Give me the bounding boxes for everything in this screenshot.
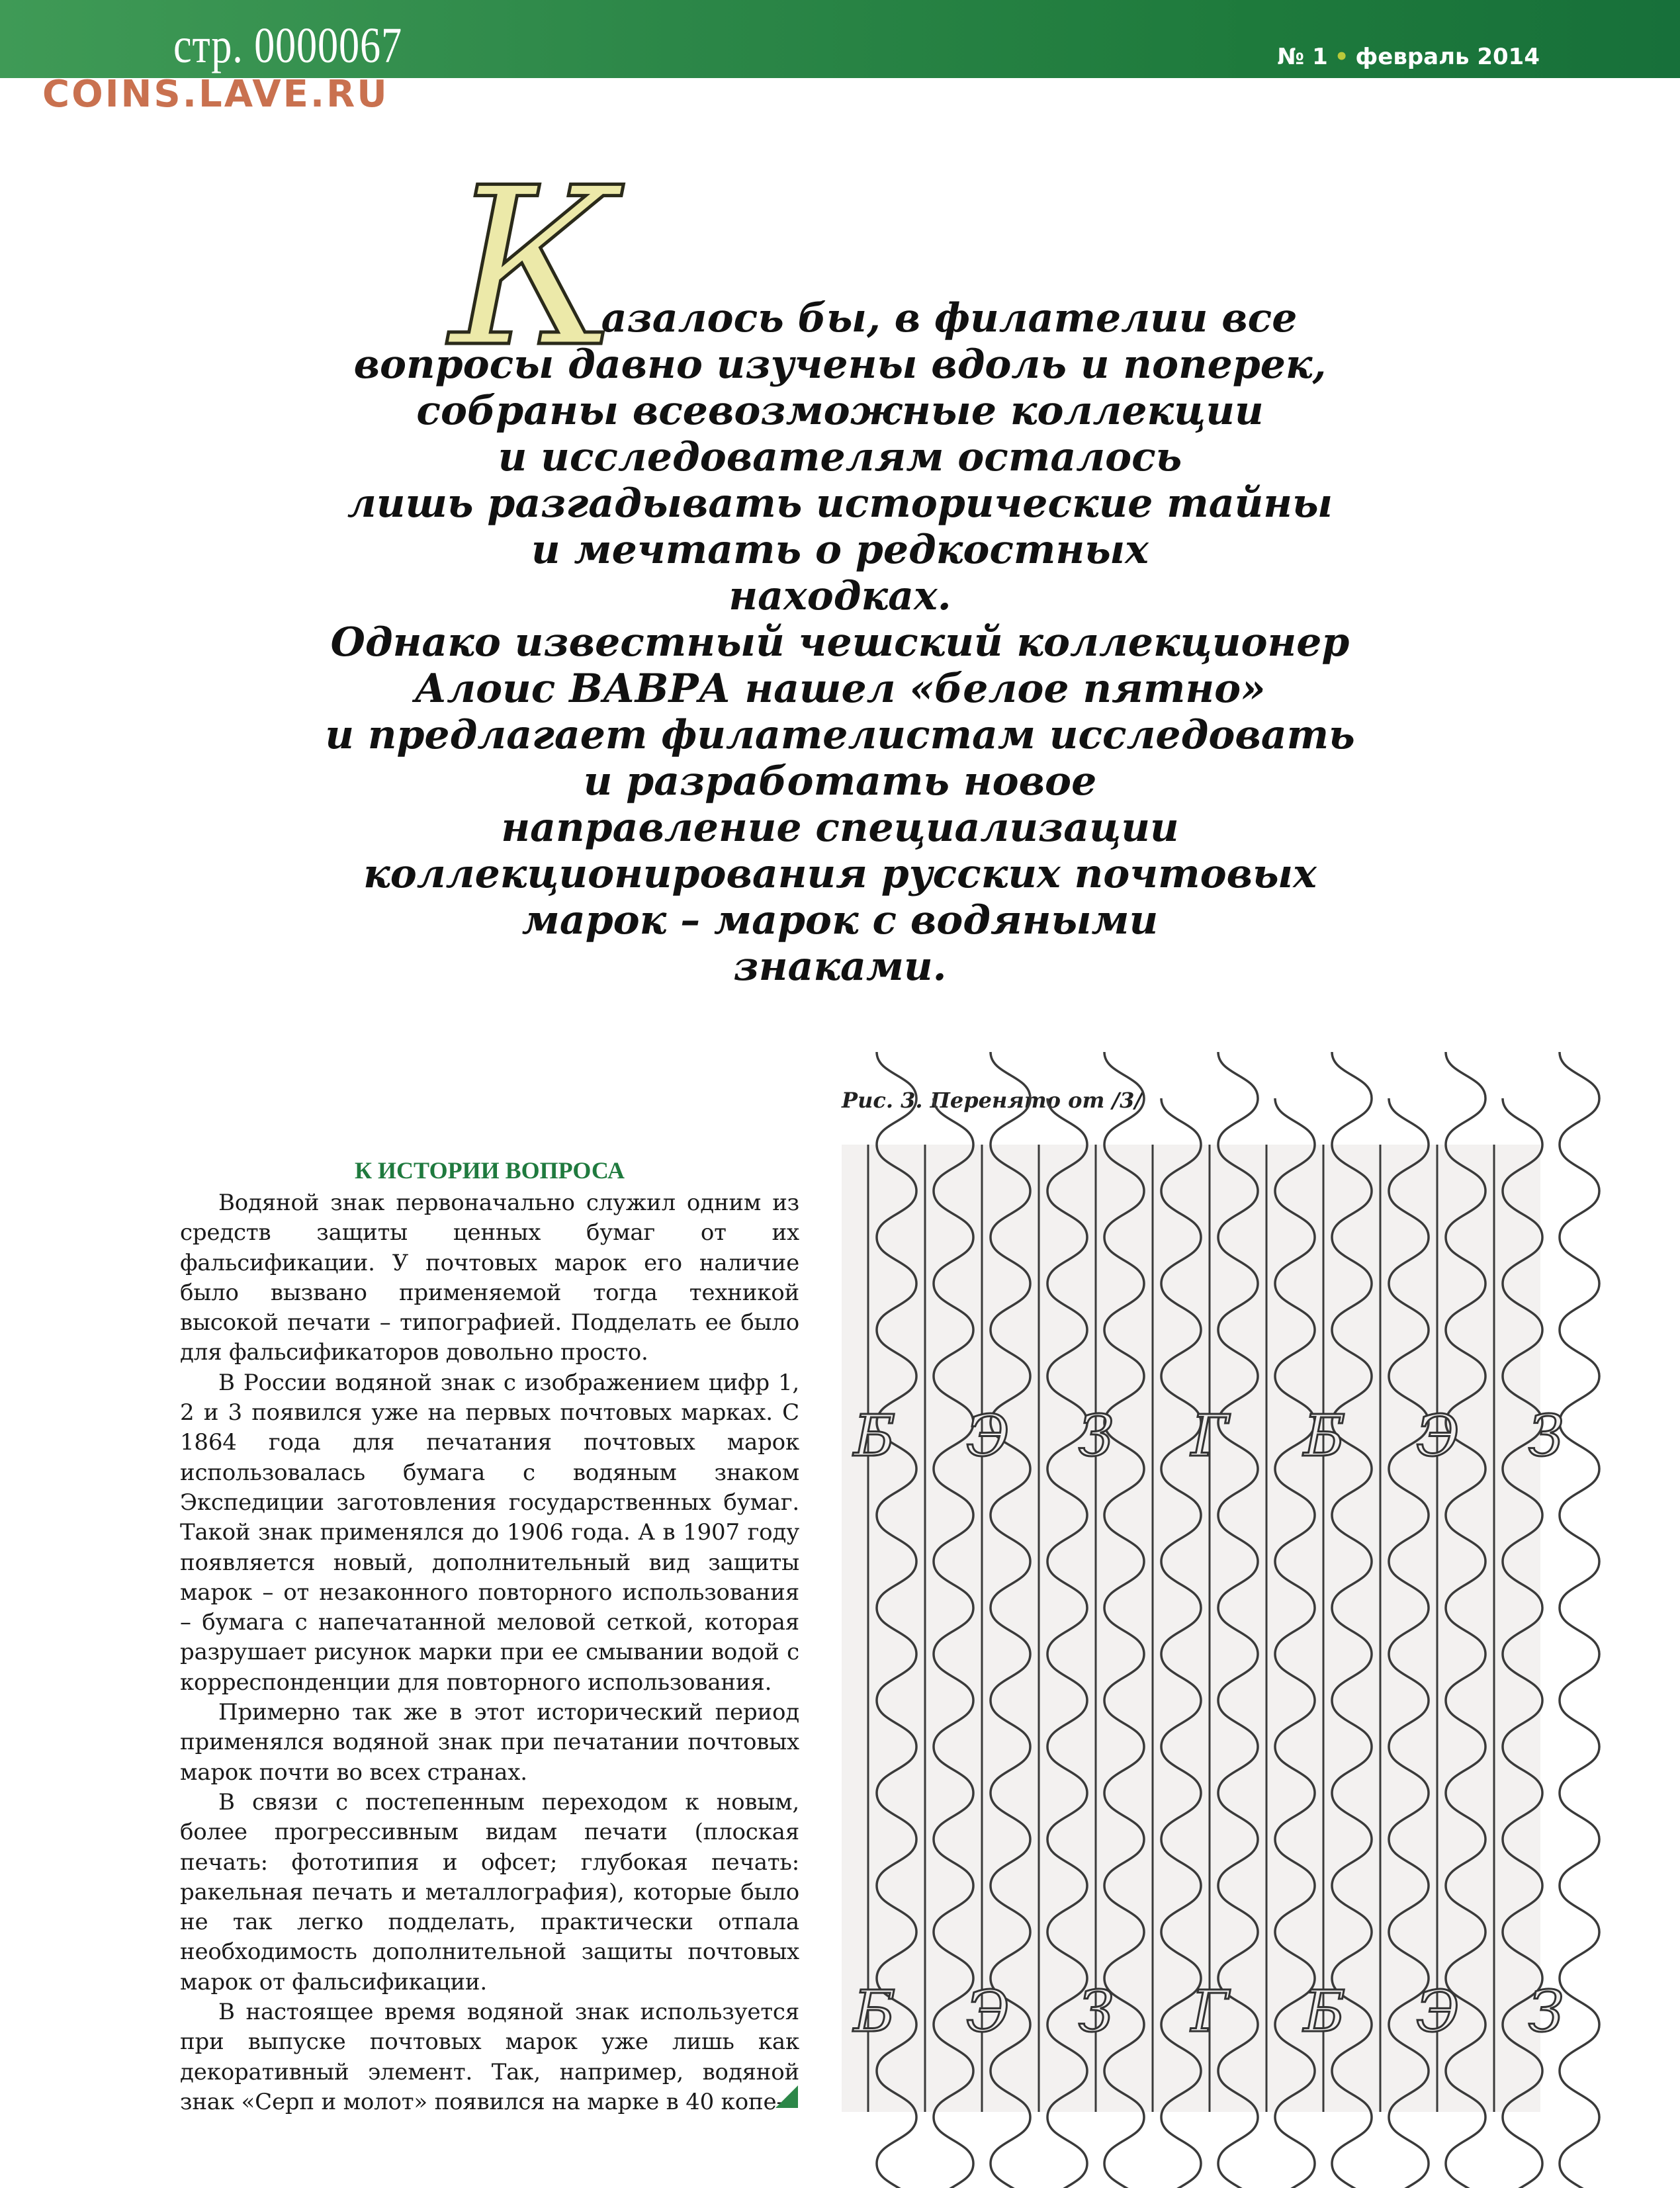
article-paragraph: Водяной знак первоначально служил одним из средств защиты ценных бумаг от их фальсификации. У почтовых марок его наличие было вызвано применяемой тогда техникой высокой печати – типографией. Подделать ее было для фальсификаторов довольно просто. bbox=[180, 1190, 799, 1366]
watermark-pattern-image bbox=[842, 1145, 1564, 2112]
intro-line: находках. bbox=[729, 573, 951, 619]
article-paragraph: В России водяной знак с изображением цифр 1, 2 и 3 появился уже на первых почтовых марках. С 1864 года для печатания почтовых марок использовалась бумага с водяным знаком Экспедиции заготовления государственных бумаг. Такой знак применялся до 1906 года. А в 1907 году появляется новый, дополнительный вид защиты марок – от незаконного повторного использования – бумага с напечатанной меловой сеткой, которая разрушает рисунок марки при ее смывании водой с корреспонденции для повторного использования. bbox=[180, 1369, 799, 1696]
intro-line: направление специализации bbox=[501, 805, 1179, 851]
intro-line: коллекционирования русских почтовых bbox=[363, 851, 1317, 897]
watermark-figure bbox=[842, 1145, 1564, 2112]
watermark-letter: Э bbox=[1416, 1403, 1460, 1469]
article-paragraph: В связи с постепенным переходом к новым, более прогрессивным видам печати (плоская печать: фототипия и офсет; глубокая печать: ракельная печать и металлография), которые было не так легко подделать, практически отпала необходимость дополнительной защиты почтовых марок от фальсификации. bbox=[180, 1788, 799, 1995]
figure-caption: Рис. 3. Перенято от /3/ bbox=[842, 1088, 1143, 1113]
watermark-letter: З bbox=[1528, 1403, 1564, 1469]
issue-number: № 1 bbox=[1277, 44, 1328, 70]
page-stamp: стр. 0000067 bbox=[173, 18, 402, 73]
section-heading: К ИСТОРИИ ВОПРОСА bbox=[354, 1157, 625, 1184]
watermark-letter: Г bbox=[1191, 1403, 1229, 1469]
intro-line: лишь разгадывать исторические тайны bbox=[347, 480, 1333, 527]
watermark-letter: Э bbox=[966, 1403, 1010, 1469]
intro-line: и исследователям осталось bbox=[498, 434, 1182, 480]
article-paragraph: В настоящее время водяной знак используется при выпуске почтовых марок уже лишь как декоративный элемент. Так, например, водяной знак «Серп и молот» появился на марке в 40 копе- bbox=[180, 1999, 799, 2115]
intro-line: знаками. bbox=[733, 943, 947, 990]
issue-info bbox=[1277, 44, 1540, 70]
watermark-letter: Б bbox=[854, 1979, 896, 2045]
watermark-wavy-line bbox=[1560, 1052, 1599, 2188]
drop-cap: К bbox=[450, 141, 619, 395]
watermark-letter: Б bbox=[1304, 1979, 1346, 2045]
intro-lead bbox=[0, 141, 1680, 1019]
intro-line: и мечтать о редкостных bbox=[531, 527, 1149, 573]
article-paragraph: Примерно так же в этот исторический период применялся водяной знак при печатании почтовых марок почти во всех странах. bbox=[180, 1699, 799, 1786]
article-column bbox=[180, 1157, 799, 2117]
intro-line: Однако известный чешский коллекционер bbox=[330, 619, 1350, 666]
intro-line: Алоис ВАВРА нашел «белое пятно» bbox=[414, 666, 1266, 712]
watermark-letter: З bbox=[1528, 1979, 1564, 2045]
intro-line: марок – марок с водяными bbox=[521, 897, 1159, 943]
watermark-letter: Э bbox=[966, 1979, 1010, 2045]
intro-line: и предлагает филателистам исследовать bbox=[325, 712, 1355, 758]
intro-line: вопросы давно изучены вдоль и поперек, bbox=[353, 341, 1327, 388]
watermark-letter: Б bbox=[854, 1403, 896, 1469]
watermark-letter: Б bbox=[1304, 1403, 1346, 1469]
intro-line: и разработать новое bbox=[583, 758, 1097, 805]
intro-line: азалось бы, в филателии все bbox=[601, 295, 1298, 341]
intro-line: собраны всевозможные коллекции bbox=[416, 388, 1264, 434]
watermark-letter: Г bbox=[1191, 1979, 1229, 2045]
watermark-letter: З bbox=[1079, 1403, 1114, 1469]
bullet-dot-icon: • bbox=[1334, 44, 1349, 70]
issue-date: февраль 2014 bbox=[1355, 44, 1540, 70]
continue-triangle-icon bbox=[775, 2085, 798, 2108]
watermark-letter: З bbox=[1079, 1979, 1114, 2045]
site-watermark: COINS.LAVE.RU bbox=[42, 73, 389, 116]
watermark-letter: Э bbox=[1416, 1979, 1460, 2045]
